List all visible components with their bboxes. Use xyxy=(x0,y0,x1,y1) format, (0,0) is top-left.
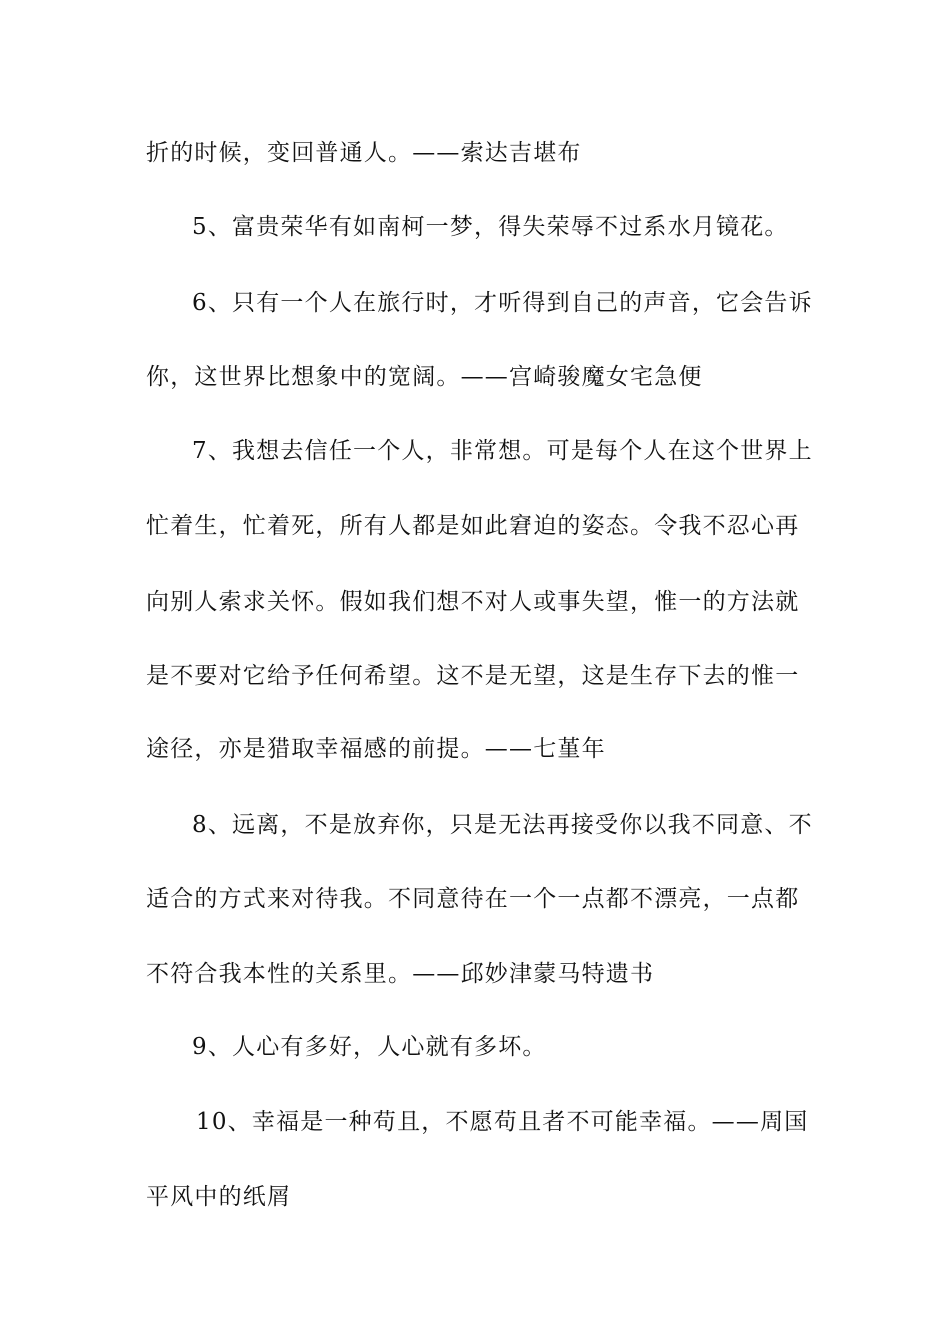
text-line: 6、只有一个人在旅行时，才听得到自己的声音，它会告诉 xyxy=(192,290,813,316)
text-line: 是不要对它给予任何希望。这不是无望，这是生存下去的惟一 xyxy=(146,663,800,689)
text-line: 忙着生，忙着死，所有人都是如此窘迫的姿态。令我不忍心再 xyxy=(146,513,800,539)
text-line: 5、富贵荣华有如南柯一梦，得失荣辱不过系水月镜花。 xyxy=(192,214,789,240)
text-line: 你，这世界比想象中的宽阔。——宫崎骏魔女宅急便 xyxy=(146,364,703,390)
text-line: 折的时候，变回普通人。——索达吉堪布 xyxy=(146,140,582,166)
text-line: 9、人心有多好，人心就有多坏。 xyxy=(192,1034,547,1060)
text-line: 8、远离，不是放弃你，只是无法再接受你以我不同意、不 xyxy=(192,812,813,838)
text-line: 途径，亦是猎取幸福感的前提。——七堇年 xyxy=(146,736,606,762)
text-line: 平风中的纸屑 xyxy=(146,1184,292,1210)
text-line: 7、我想去信任一个人，非常想。可是每个人在这个世界上 xyxy=(192,438,813,464)
text-line: 适合的方式来对待我。不同意待在一个一点都不漂亮，一点都 xyxy=(146,886,800,912)
text-line: 向别人索求关怀。假如我们想不对人或事失望，惟一的方法就 xyxy=(146,589,800,615)
text-line: 10、幸福是一种苟且，不愿苟且者不可能幸福。——周国 xyxy=(196,1109,809,1135)
text-line: 不符合我本性的关系里。——邱妙津蒙马特遗书 xyxy=(146,961,655,987)
